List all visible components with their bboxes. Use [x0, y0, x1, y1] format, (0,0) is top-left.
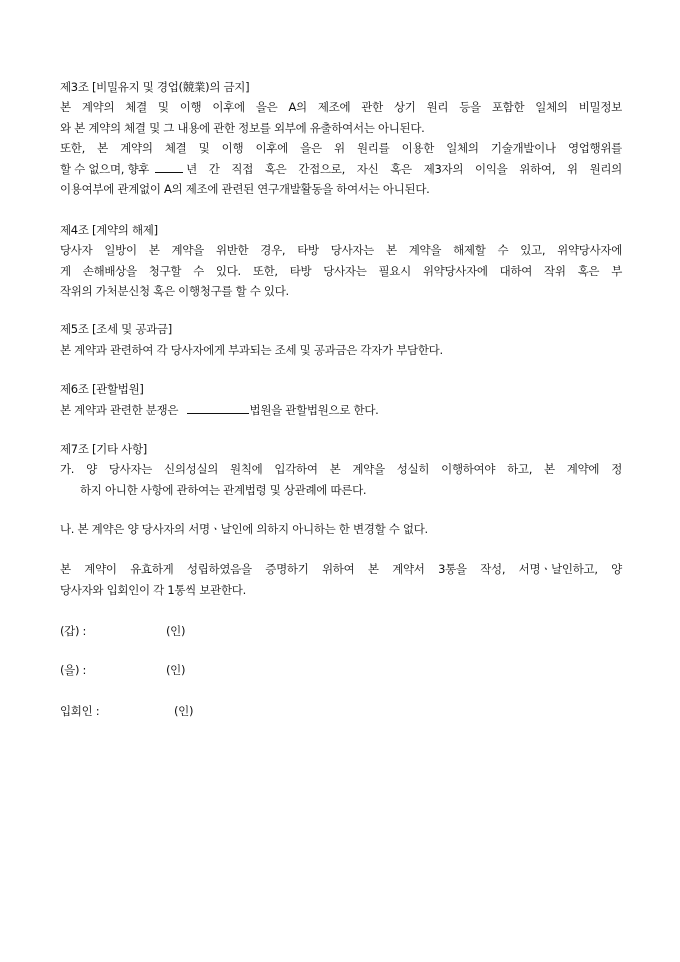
closing-line1: 본 계약이 유효하게 성립하였음을 증명하기 위하여 본 계약서 3통을 작성, 서명ㆍ날인하고, 양: [60, 562, 622, 576]
article3-line3: 또한, 본 계약의 체결 및 이행 이후에 을은 위 원리를 이용한 일체의 기술개발이나 영업행위를: [60, 141, 622, 155]
article3-line4: [60, 162, 622, 176]
article4-heading: 제4조 [계약의 해제]: [60, 223, 158, 237]
article6-line1: [60, 403, 378, 417]
article4-line2: 게 손해배상을 청구할 수 있다. 또한, 타방 당사자는 필요시 위약당사자에 대하여 작위 혹은 부: [60, 264, 622, 278]
article3-line4-end: 년 간 직접 혹은 간접으로, 자신 혹은 제3자의 이익을 위하여, 위 원리의: [186, 162, 622, 176]
article7-item-ga-line1: 가. 양 당사자는 신의성실의 원칙에 입각하여 본 계약을 성실히 이행하여야 하고, 본 계약에 정: [60, 462, 622, 476]
signature-eul-label: (을) :: [60, 663, 87, 677]
signature-witness-seal: (인): [174, 704, 194, 718]
signature-witness-label: 입회인 :: [60, 704, 100, 718]
article6-heading: 제6조 [관할법원]: [60, 382, 144, 396]
article4-line3: 작위의 가처분신청 혹은 이행청구를 할 수 있다.: [60, 284, 289, 298]
closing-line2: 당사자와 입회인이 각 1통씩 보관한다.: [60, 583, 246, 597]
article3-line1: 본 계약의 체결 및 이행 이후에 을은 A의 제조에 관한 상기 원리 등을 포함한 일체의 비밀정보: [60, 100, 622, 114]
article3-line4-start: 할 수 없으며, 향후: [60, 162, 150, 176]
article6-line1-end: 법원을 관할법원으로 한다.: [249, 403, 379, 417]
article7-item-na: 나. 본 계약은 양 당사자의 서명ㆍ날인에 의하지 아니하는 한 변경할 수 없다.: [60, 522, 428, 536]
article3-line5: 이용여부에 관계없이 A의 제조에 관련된 연구개발활동을 하여서는 아니된다.: [60, 182, 430, 196]
years-blank: [155, 163, 183, 173]
article7-item-ga-line2: 하지 아니한 사항에 관하여는 관계법령 및 상관례에 따른다.: [80, 483, 367, 497]
signature-eul-seal: (인): [166, 663, 186, 677]
article7-heading: 제7조 [기타 사항]: [60, 442, 147, 456]
article3-line2: 와 본 계약의 체결 및 그 내용에 관한 정보를 외부에 유출하여서는 아니된다.: [60, 121, 425, 135]
signature-gap-seal: (인): [166, 624, 186, 638]
article5-heading: 제5조 [조세 및 공과금]: [60, 322, 172, 336]
article4-line1: 당사자 일방이 본 계약을 위반한 경우, 타방 당사자는 본 계약을 해제할 수 있고, 위약당사자에: [60, 243, 622, 257]
article5-line1: 본 계약과 관련하여 각 당사자에게 부과되는 조세 및 공과금은 각자가 부담한다.: [60, 343, 443, 357]
signature-gap-label: (갑) :: [60, 624, 87, 638]
article6-line1-start: 본 계약과 관련한 분쟁은: [60, 403, 179, 417]
court-blank: [187, 404, 249, 414]
article3-heading: 제3조 [비밀유지 및 경업(競業)의 금지]: [60, 80, 250, 94]
